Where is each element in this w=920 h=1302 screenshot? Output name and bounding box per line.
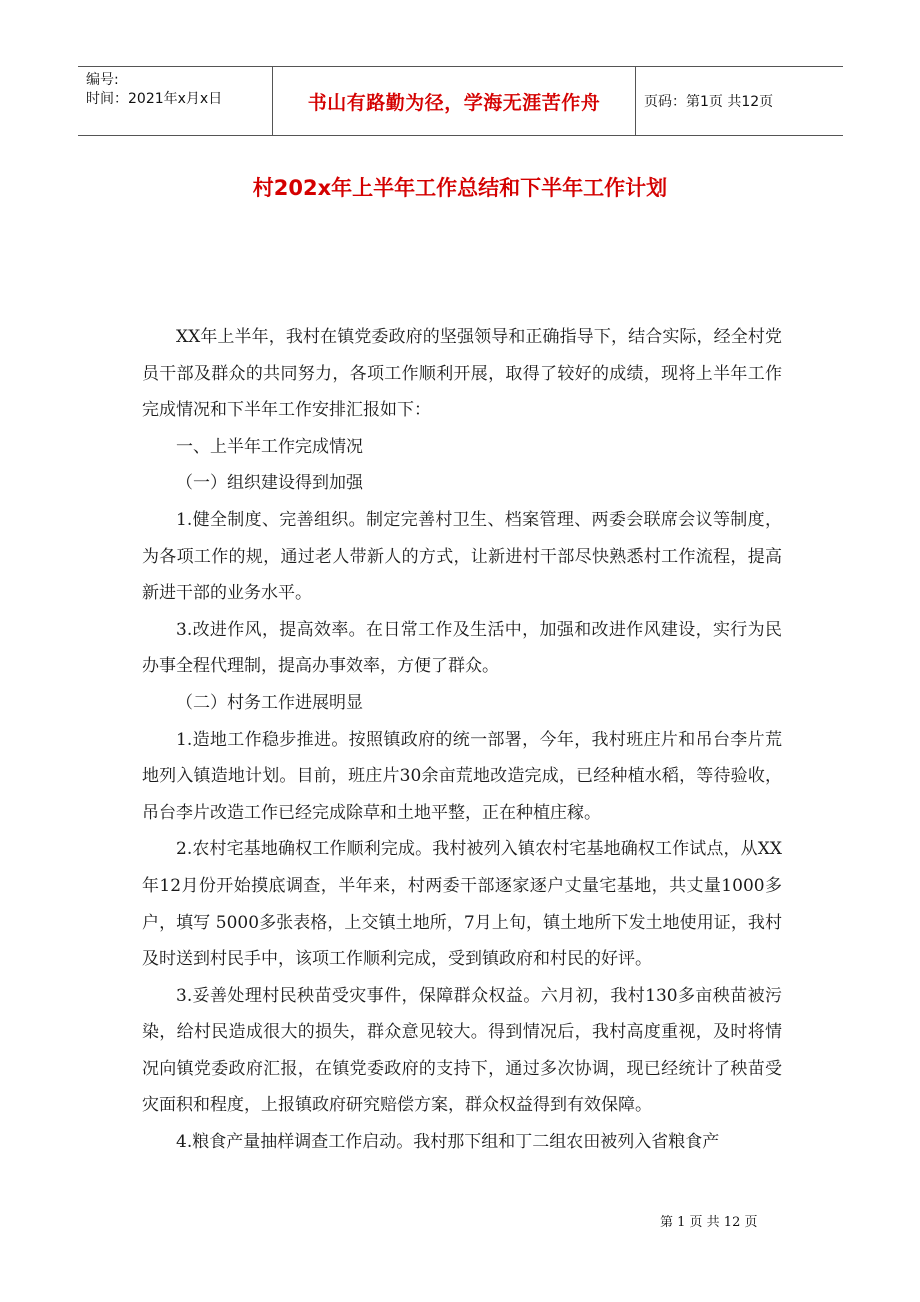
paragraph: 3.改进作风，提高效率。在日常工作及生活中，加强和改进作风建设，实行为民办事全程代理制，提高办事效率，方便了群众。: [142, 619, 782, 677]
paragraph: XX年上半年，我村在镇党委政府的坚强领导和正确指导下，结合实际，经全村党员干部及群众的共同努力，各项工作顺利开展，取得了较好的成绩，现将上半年工作完成情况和下半年工作安排汇报如下：: [142, 327, 782, 421]
section-heading: 一、上半年工作完成情况: [176, 436, 363, 457]
header-meta: [78, 67, 273, 135]
paragraph: 1.造地工作稳步推进。按照镇政府的统一部署，今年，我村班庄片和吊台李片荒地列入镇造地计划。目前，班庄片30余亩荒地改造完成，已经种植水稻，等待验收，吊台李片改造工作已经完成除草和土地平整，正在种植庄稼。: [142, 729, 782, 823]
document-time: 时间：2021年x月x日: [86, 91, 223, 107]
page-footer: 第 1 页 共 12 页: [660, 1215, 758, 1230]
paragraph: 3.妥善处理村民秧苗受灾事件，保障群众权益。六月初，我村130多亩秧苗被污染，给村民造成很大的损失，群众意见较大。得到情况后，我村高度重视，及时将情况向镇党委政府汇报，在镇党委政府的支持下，通过多次协调，现已经统计了秧苗受灾面积和程度，上报镇政府研究赔偿方案，群众权益得到有效保障。: [142, 985, 782, 1116]
subsection-heading: （二）村务工作进展明显: [176, 692, 363, 713]
document-number-label: 编号:: [86, 72, 119, 88]
header-page-info: 页码：第1页 共12页: [644, 94, 774, 110]
page-header: [78, 66, 843, 136]
header-motto: 书山有路勤为径，学海无涯苦作舟: [273, 67, 636, 135]
paragraph: 4.粮食产量抽样调查工作启动。我村那下组和丁二组农田被列入省粮食产: [176, 1132, 720, 1153]
document-body: [142, 319, 782, 1161]
document-title: 村202x年上半年工作总结和下半年工作计划: [252, 176, 668, 200]
paragraph: 1.健全制度、完善组织。制定完善村卫生、档案管理、两委会联席会议等制度，为各项工作的规，通过老人带新人的方式，让新进村干部尽快熟悉村工作流程，提高新进干部的业务水平。: [142, 509, 782, 604]
paragraph: 2.农村宅基地确权工作顺利完成。我村被列入镇农村宅基地确权工作试点，从XX年12月份开始摸底调查，半年来，村两委干部逐家逐户丈量宅基地，共丈量1000多户，填写 5000多张表格，上交镇土地所，7月上旬，镇土地所下发土地使用证，我村及时送到村民手中，该项工作顺利完成，受到镇政府和村民的好评。: [142, 839, 782, 970]
subsection-heading: （一）组织建设得到加强: [176, 473, 363, 494]
